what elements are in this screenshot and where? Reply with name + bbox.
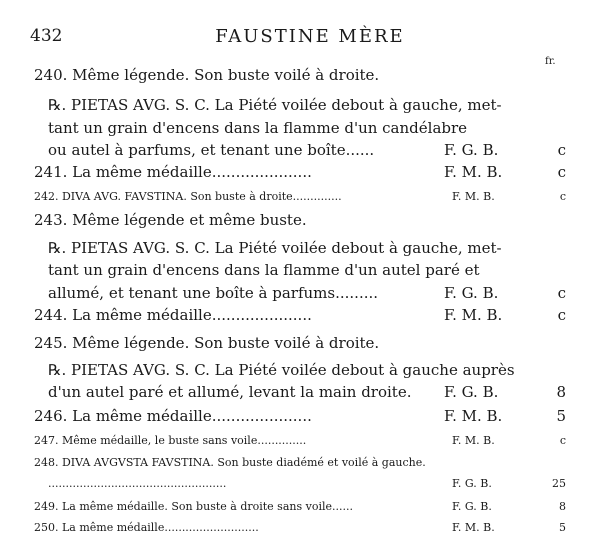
- unit-label: fr.: [545, 56, 556, 67]
- entry-text-245r1: ℞. PIETAS AVG. S. C. La Piété voilée debout à gauche auprès: [48, 361, 515, 379]
- entry-text-244: 244. La même médaille.....................: [34, 306, 312, 324]
- entry-ref-248b: F. G. B.: [452, 477, 492, 490]
- entry-text-240r1: ℞. PIETAS AVG. S. C. La Piété voilée debout à gauche, met-: [48, 96, 502, 114]
- entry-text-240: 240. Même légende. Son buste voilé à droite.: [34, 66, 380, 84]
- entry-text-243r2: tant un grain d'encens dans la flamme d'un autel paré et: [48, 261, 480, 279]
- entry-text-245: 245. Même légende. Son buste voilé à droite.: [34, 334, 380, 352]
- entry-price-241: c: [557, 163, 566, 181]
- entry-price-248b: 25: [552, 477, 566, 490]
- entry-ref-245r2: F. G. B.: [444, 383, 499, 401]
- entry-price-240r3: c: [557, 141, 566, 159]
- entry-ref-246: F. M. B.: [444, 407, 503, 425]
- page-title: FAUSTINE MÈRE: [215, 26, 405, 47]
- entry-text-248: 248. DIVA AVGVSTA FAVSTINA. Son buste diadémé et voilé à gauche.: [34, 456, 426, 469]
- entry-ref-242: F. M. B.: [452, 190, 495, 203]
- entry-text-247: 247. Même médaille, le buste sans voile..............: [34, 434, 307, 447]
- entry-price-242: c: [559, 190, 566, 203]
- entry-text-242: 242. DIVA AVG. FAVSTINA. Son buste à droite..............: [34, 190, 342, 203]
- entry-text-250: 250. La même médaille...........................: [34, 521, 259, 534]
- entry-text-240r3: ou autel à parfums, et tenant une boîte......: [48, 141, 375, 159]
- entry-text-240r2: tant un grain d'encens dans la flamme d'un candélabre: [48, 119, 468, 137]
- entry-ref-249: F. G. B.: [452, 500, 492, 513]
- entry-ref-240r3: F. G. B.: [444, 141, 499, 159]
- entry-ref-243r3: F. G. B.: [444, 284, 499, 302]
- entry-ref-250: F. M. B.: [452, 521, 495, 534]
- entry-text-243: 243. Même légende et même buste.: [34, 211, 307, 229]
- entry-ref-241: F. M. B.: [444, 163, 503, 181]
- entry-price-249: 8: [559, 500, 566, 513]
- entry-text-243r1: ℞. PIETAS AVG. S. C. La Piété voilée debout à gauche, met-: [48, 239, 502, 257]
- page-number: 432: [30, 26, 63, 46]
- entry-price-244: c: [557, 306, 566, 324]
- entry-text-243r3: allumé, et tenant une boîte à parfums.........: [48, 284, 379, 302]
- entry-text-245r2: d'un autel paré et allumé, levant la main droite.: [48, 383, 412, 401]
- entry-text-246: 246. La même médaille.....................: [34, 407, 312, 425]
- entry-text-249: 249. La même médaille. Son buste à droite sans voile......: [34, 500, 353, 513]
- entry-text-241: 241. La même médaille.....................: [34, 163, 312, 181]
- entry-text-248b: ...................................................: [48, 477, 227, 490]
- entry-ref-244: F. M. B.: [444, 306, 503, 324]
- entry-price-247: c: [559, 434, 566, 447]
- entry-price-243r3: c: [557, 284, 566, 302]
- entry-price-250: 5: [559, 521, 566, 534]
- entry-price-246: 5: [556, 407, 566, 425]
- entry-ref-247: F. M. B.: [452, 434, 495, 447]
- entry-price-245r2: 8: [556, 383, 566, 401]
